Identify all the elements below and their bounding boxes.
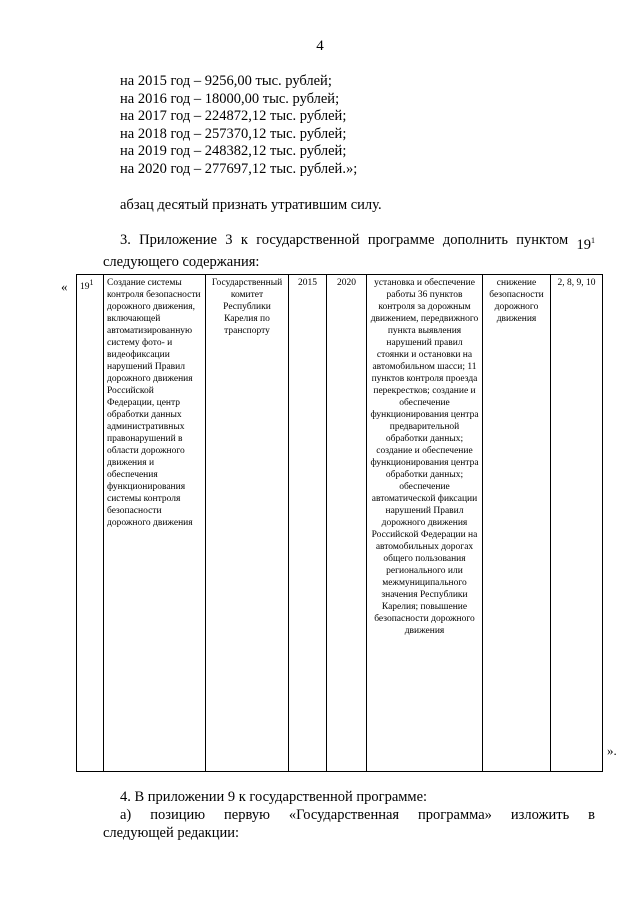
open-quote: «: [61, 279, 68, 294]
word: пунктом: [516, 232, 569, 248]
cell-end-year: 2020: [327, 275, 367, 772]
cell-consequence: снижение безопасности дорожного движения: [483, 275, 551, 772]
word: позицию: [150, 807, 206, 823]
point-3-line-2: следующего содержания:: [103, 254, 260, 271]
funding-line: на 2018 год – 257370,12 тыс. рублей;: [120, 125, 347, 142]
point-3-line-1: [103, 232, 595, 254]
page-number: 4: [316, 38, 324, 54]
close-quote: ».: [607, 743, 617, 758]
point-3-paragraph: [103, 232, 595, 272]
word: 3.: [120, 232, 131, 248]
funding-line: на 2017 год – 224872,12 тыс. рублей;: [120, 108, 347, 124]
word: а): [120, 807, 132, 823]
point-4-line-3: следующей редакции:: [103, 825, 240, 841]
abzac-paragraph: абзац десятый признать утратившим силу.: [120, 197, 382, 213]
word: дополнить: [442, 232, 508, 248]
funding-line: на 2015 год – 9256,00 тыс. рублей;: [120, 73, 332, 89]
point-4-paragraph: [103, 788, 595, 842]
cell-executor: Государственный комитет Республики Карелия по транспорту: [206, 275, 289, 772]
funding-line: на 2016 год – 18000,00 тыс. рублей;: [120, 90, 340, 107]
word: «Государственная: [288, 807, 400, 823]
word: программа»: [418, 807, 492, 823]
word: программе: [367, 232, 435, 248]
cell-indicators: 2, 8, 9, 10: [551, 275, 603, 772]
funding-line: на 2020 год – 277697,12 тыс. рублей.»;: [120, 160, 358, 177]
word: первую: [224, 807, 270, 823]
word: 3: [225, 232, 233, 248]
word: изложить: [510, 807, 570, 823]
table-row: [77, 275, 603, 772]
cell-activity-name: Создание системы контроля безопасности дорожного движения, включающей автоматизированную систему фото- и видеофиксации нарушений Правил дорожного движения Российской Федерации, центр обработки данных административных правонарушений в области дорожного движения и обеспечения функционирования системы контроля безопасности дорожного движения: [104, 275, 206, 772]
point-4-line-2: [103, 806, 595, 824]
word: государственной: [256, 232, 360, 248]
annex-table: [76, 274, 603, 772]
cell-number: $19^1$: [77, 275, 104, 772]
word: к: [240, 232, 248, 248]
word: в: [588, 807, 595, 823]
item-number: $19^1$: [576, 236, 595, 253]
cell-expected-result: установка и обеспечение работы 36 пунктов контроля за дорожным движением, передвижного пункта выявления нарушений правил стоянки и остановки на автомобильном шасси; 11 пунктов контроля проезда перекрестков; создание и обеспечение функционирования центра предварительной обработки данных; создание и обеспечение функционирования центра обработки данных; обеспечение автоматической фиксации нарушений Правил дорожного движения Российской Федерации на автомобильных дорогах общего пользования регионального или межмуниципального значения Республики Карелия; повышение безопасности дорожного движения: [367, 275, 483, 772]
funding-line: на 2019 год – 248382,12 тыс. рублей;: [120, 143, 347, 159]
word: Приложение: [139, 232, 217, 248]
cell-start-year: 2015: [289, 275, 327, 772]
funding-list: [120, 73, 357, 178]
point-4-line-1: 4. В приложении 9 к государственной программе:: [120, 789, 428, 805]
